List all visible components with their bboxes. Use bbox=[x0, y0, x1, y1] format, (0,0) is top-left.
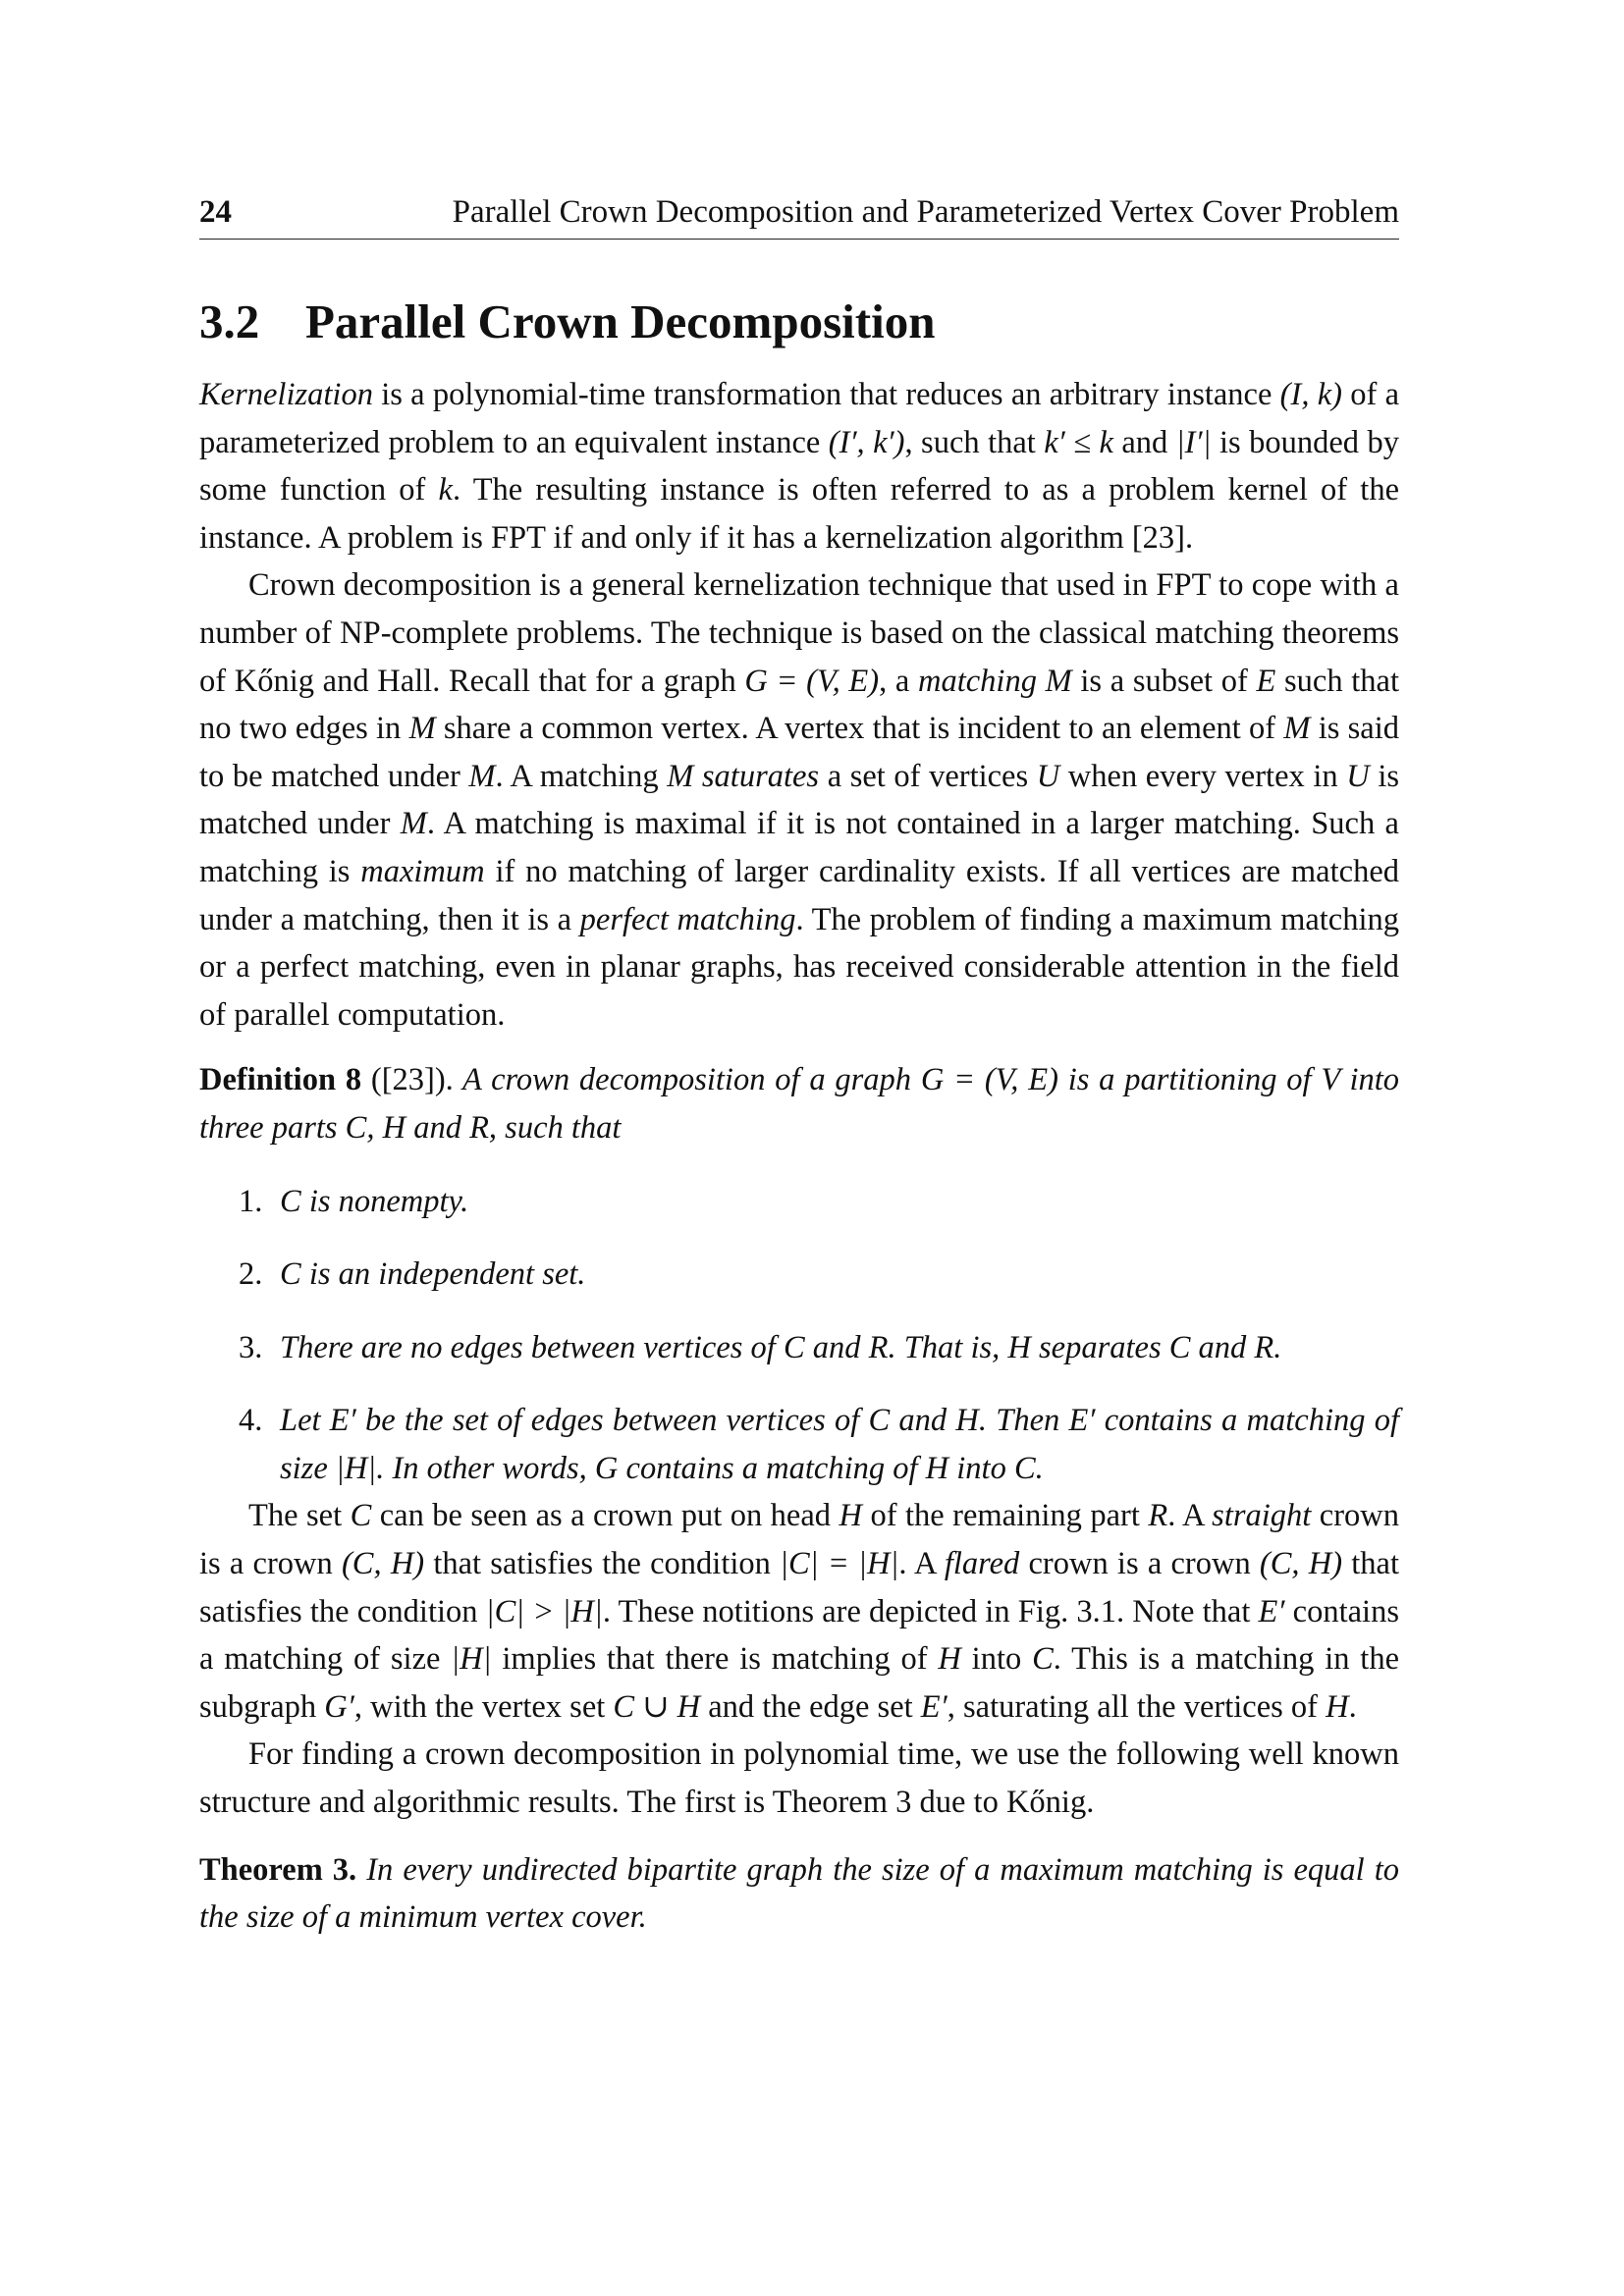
text: . That is, bbox=[888, 1329, 1008, 1365]
paragraph-straight-flared-crowns bbox=[199, 1492, 1399, 1731]
math: E′ bbox=[1258, 1593, 1285, 1629]
math: H bbox=[955, 1403, 979, 1439]
text: . A bbox=[1167, 1498, 1213, 1534]
math: (I, k) bbox=[1279, 377, 1342, 412]
text: , such that bbox=[488, 1109, 622, 1146]
text: is said to be matched under bbox=[199, 711, 1399, 794]
text: into three parts bbox=[199, 1062, 1400, 1146]
text: . bbox=[1273, 1329, 1282, 1365]
list-number: 3. bbox=[239, 1329, 263, 1365]
math: C, H bbox=[345, 1109, 406, 1146]
math: k′ ≤ k bbox=[1044, 424, 1113, 460]
math: H bbox=[839, 1498, 862, 1534]
text: that satisfies the condition bbox=[199, 1546, 1399, 1629]
list-item bbox=[199, 1324, 1399, 1372]
text: Let bbox=[280, 1403, 330, 1439]
section-title: Parallel Crown Decomposition bbox=[305, 294, 936, 348]
list-number: 2. bbox=[239, 1256, 263, 1293]
text: . A bbox=[898, 1546, 945, 1582]
math: C bbox=[783, 1329, 805, 1365]
text: and bbox=[406, 1109, 470, 1146]
text: . In other words, bbox=[376, 1450, 595, 1486]
body-text bbox=[199, 371, 1399, 1942]
definition-label: Definition 8 bbox=[199, 1062, 362, 1098]
math: |C| > |H| bbox=[485, 1593, 603, 1629]
math: U bbox=[1346, 758, 1370, 794]
text: . The resulting instance is often referred to as a problem kernel of the instance. A problem is FPT if and only if it has a kernelization algorithm [23]. bbox=[199, 472, 1399, 556]
text: , a bbox=[879, 663, 918, 699]
text: into bbox=[948, 1450, 1014, 1486]
text: and bbox=[804, 1329, 869, 1365]
text: and bbox=[1190, 1329, 1255, 1365]
text: . A matching bbox=[495, 758, 668, 794]
math: M bbox=[468, 758, 496, 794]
definition-conditions-list bbox=[199, 1178, 1399, 1493]
math: E′ bbox=[920, 1688, 947, 1725]
text: separates bbox=[1030, 1329, 1169, 1365]
term-maximum: maximum bbox=[360, 853, 485, 889]
definition-8 bbox=[199, 1056, 1399, 1492]
math: E bbox=[1256, 663, 1276, 699]
page-number: 24 bbox=[199, 194, 232, 230]
text: contains a matching of bbox=[618, 1450, 926, 1486]
section-number: 3.2 bbox=[199, 294, 260, 348]
text: . Then bbox=[978, 1403, 1069, 1439]
math: E′ bbox=[1068, 1403, 1096, 1439]
term-perfect-matching: perfect matching bbox=[579, 901, 796, 937]
text: if no matching of larger cardinality exists. If all vertices are matched under a matching, then it is a bbox=[199, 853, 1399, 937]
paragraph-algorithmic-results: For finding a crown decomposition in polynomial time, we use the following well known structure and algorithmic results. The first is Theorem 3 due to Kőnig. bbox=[199, 1736, 1399, 1821]
text: . This is a matching in the subgraph bbox=[199, 1641, 1399, 1725]
text: into bbox=[960, 1641, 1033, 1678]
page bbox=[199, 191, 1399, 1942]
text: crown is a crown bbox=[1019, 1546, 1260, 1582]
math: G = (V, E) bbox=[920, 1062, 1058, 1098]
text: There are no edges between vertices of bbox=[280, 1329, 784, 1365]
paragraph-crown-decomposition bbox=[199, 561, 1399, 1039]
text: and the edge set bbox=[700, 1688, 921, 1725]
math: M bbox=[408, 711, 436, 747]
theorem-text: In every undirected bipartite graph the size of a maximum matching is equal to the size of a minimum vertex cover. bbox=[199, 1851, 1399, 1936]
theorem-3 bbox=[199, 1846, 1399, 1942]
math: (C, H) bbox=[341, 1546, 425, 1582]
math: k bbox=[438, 472, 453, 508]
text: . A matching is maximal if it is not contained in a larger matching. Such a matching is bbox=[199, 806, 1399, 889]
math: R bbox=[1148, 1498, 1168, 1534]
term-matching: matching bbox=[918, 663, 1037, 699]
text: contains a matching of size bbox=[280, 1403, 1400, 1486]
math: C bbox=[1032, 1641, 1054, 1678]
term-straight: straight bbox=[1212, 1498, 1312, 1534]
math: R bbox=[469, 1109, 489, 1146]
math: C bbox=[868, 1403, 891, 1439]
term-flared: flared bbox=[944, 1546, 1020, 1582]
math: U bbox=[1036, 758, 1060, 794]
math: (C, H) bbox=[1259, 1546, 1343, 1582]
text: and bbox=[890, 1403, 956, 1439]
text: . bbox=[1348, 1688, 1357, 1725]
math: G bbox=[594, 1450, 619, 1486]
running-header bbox=[199, 191, 1399, 240]
text: is nonempty. bbox=[300, 1183, 469, 1219]
math: M bbox=[667, 758, 694, 794]
theorem-label: Theorem 3. bbox=[199, 1851, 357, 1888]
text: is an independent set. bbox=[300, 1256, 586, 1293]
math: C bbox=[280, 1183, 301, 1219]
text: be the set of edges between vertices of bbox=[355, 1403, 869, 1439]
math: M bbox=[400, 806, 427, 842]
math: (I′, k′) bbox=[828, 424, 905, 460]
section-heading bbox=[199, 293, 1399, 351]
text: , with the vertex set bbox=[353, 1688, 614, 1725]
list-item bbox=[199, 1251, 1399, 1299]
text: is bounded by some function of bbox=[199, 424, 1399, 508]
text: can be seen as a crown put on head bbox=[371, 1498, 839, 1534]
text: is a partitioning of bbox=[1057, 1062, 1322, 1098]
math: H bbox=[1326, 1688, 1349, 1725]
math: G = (V, E) bbox=[744, 663, 880, 699]
term-kernelization: Kernelization bbox=[199, 377, 373, 412]
text: when every vertex in bbox=[1059, 758, 1347, 794]
text: is a subset of bbox=[1071, 663, 1257, 699]
math: |C| = |H| bbox=[780, 1546, 899, 1582]
text: share a common vertex. A vertex that is incident to an element of bbox=[435, 711, 1284, 747]
list-item bbox=[199, 1178, 1399, 1226]
math: M bbox=[1045, 663, 1072, 699]
math: E′ bbox=[329, 1403, 356, 1439]
text: implies that there is matching of bbox=[491, 1641, 939, 1678]
term-saturates: saturates bbox=[701, 758, 820, 794]
list-item bbox=[199, 1397, 1399, 1492]
text: . The problem of finding a maximum matching or a perfect matching, even in planar graphs, has received considerable attention in the field of parallel computation. bbox=[199, 901, 1400, 1033]
text: Crown decomposition is a general kernelization technique that used in FPT to cope with a number of NP-complete problems. The technique is based on the classical matching theorems of Kőnig and Hall. Recall that for a graph bbox=[199, 567, 1399, 699]
math: H bbox=[938, 1641, 961, 1678]
list-number: 1. bbox=[239, 1183, 263, 1219]
math: C bbox=[1013, 1450, 1036, 1486]
definition-ref: ([23]). bbox=[361, 1062, 454, 1098]
text: A crown decomposition of a graph bbox=[453, 1062, 921, 1098]
text: , such that bbox=[904, 424, 1045, 460]
text: and bbox=[1112, 424, 1176, 460]
math: C bbox=[1168, 1329, 1191, 1365]
paragraph-kernelization bbox=[199, 371, 1399, 561]
text: The set bbox=[248, 1498, 351, 1534]
math: |H| bbox=[451, 1641, 492, 1678]
text: such that no two edges in bbox=[199, 663, 1399, 747]
math: C ∪ H bbox=[613, 1688, 701, 1725]
text: is matched under bbox=[199, 758, 1399, 842]
text: that satisfies the condition bbox=[424, 1546, 781, 1582]
text: of a parameterized problem to an equivalent instance bbox=[199, 377, 1399, 460]
math: V bbox=[1321, 1062, 1340, 1098]
math: C bbox=[280, 1256, 301, 1293]
math: |I′| bbox=[1175, 424, 1212, 460]
text: a set of vertices bbox=[819, 758, 1037, 794]
list-number: 4. bbox=[239, 1403, 263, 1439]
text: is a polynomial-time transformation that reduces an arbitrary instance bbox=[372, 377, 1280, 412]
text: contains a matching of size bbox=[199, 1593, 1399, 1678]
math: G′ bbox=[324, 1688, 354, 1725]
math: C bbox=[350, 1498, 372, 1534]
text: , saturating all the vertices of bbox=[947, 1688, 1326, 1725]
text: of the remaining part bbox=[861, 1498, 1149, 1534]
text: . bbox=[1035, 1450, 1044, 1486]
running-title: Parallel Crown Decomposition and Parameterized Vertex Cover Problem bbox=[452, 194, 1399, 230]
math: H bbox=[925, 1450, 949, 1486]
math: R bbox=[1254, 1329, 1274, 1365]
math: |H| bbox=[335, 1450, 377, 1486]
text: . These notitions are depicted in Fig. 3.1. Note that bbox=[602, 1593, 1259, 1629]
math: H bbox=[1007, 1329, 1031, 1365]
math: R bbox=[868, 1329, 889, 1365]
text: crown is a crown bbox=[199, 1498, 1399, 1582]
math: M bbox=[1283, 711, 1311, 747]
